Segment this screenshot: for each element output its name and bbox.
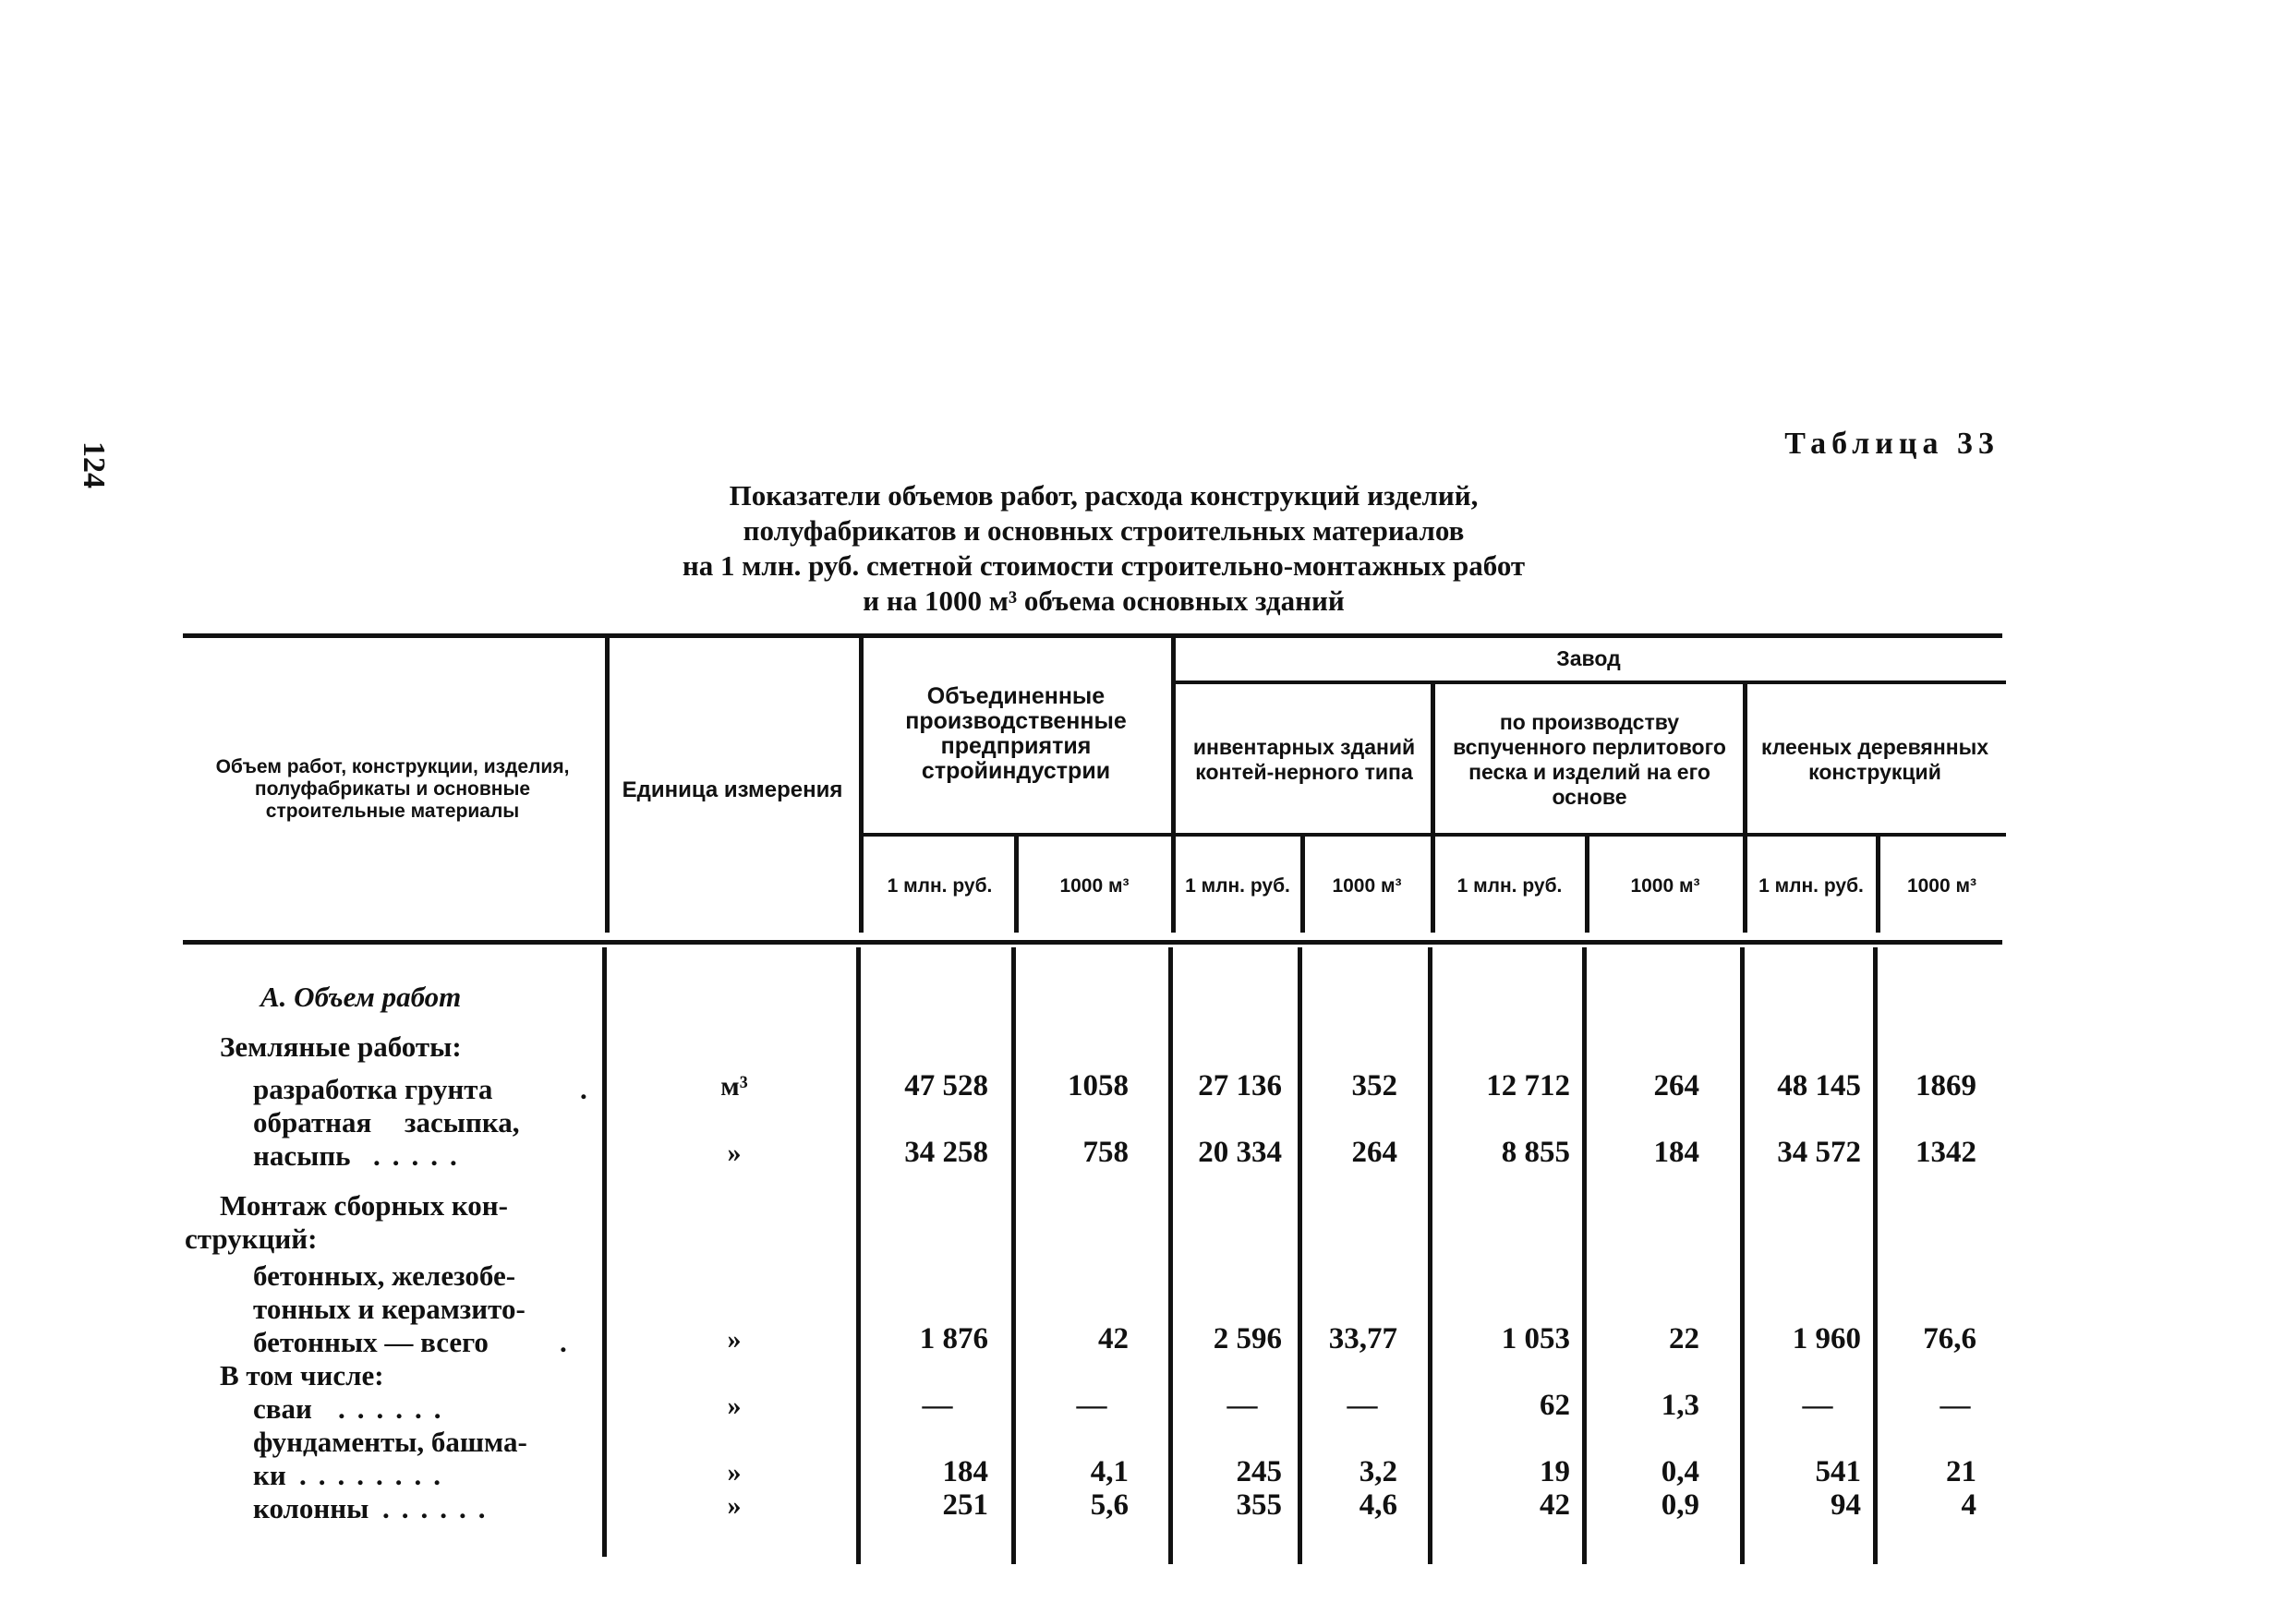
col-rule bbox=[1431, 684, 1435, 933]
unit-cell: » bbox=[727, 1457, 742, 1488]
header-group4: клееных деревянных конструкций bbox=[1760, 734, 1989, 784]
subheader-1000: 1000 м³ bbox=[1332, 875, 1402, 897]
table-cell: — bbox=[1940, 1389, 1971, 1422]
title-line: и на 1000 м³ объема основных зданий bbox=[863, 584, 1345, 617]
header-group3: по производству вспученного перлитового песка и изделий на его основе bbox=[1453, 709, 1726, 809]
unit-cell: » bbox=[727, 1391, 742, 1421]
title-line: полуфабрикатов и основных строительных материалов bbox=[743, 514, 1465, 547]
table-cell: 3,2 bbox=[1359, 1455, 1397, 1488]
table-cell: 4,6 bbox=[1359, 1488, 1397, 1522]
table-cell: 352 bbox=[1351, 1069, 1397, 1102]
table-cell: 758 bbox=[1082, 1136, 1129, 1169]
table-cell: — bbox=[1802, 1389, 1833, 1422]
table-cell: 184 bbox=[942, 1455, 988, 1488]
subheader-mln: 1 млн. руб. bbox=[1456, 875, 1563, 897]
section-heading: А. Объем работ bbox=[260, 981, 462, 1013]
table-cell: 2 596 bbox=[1213, 1322, 1282, 1355]
table-cell: — bbox=[1076, 1389, 1107, 1422]
table-cell: 47 528 bbox=[904, 1069, 988, 1102]
header-zavod: Завод bbox=[1556, 646, 1621, 670]
table-cell: 20 334 bbox=[1198, 1136, 1282, 1169]
table-cell: 541 bbox=[1815, 1455, 1861, 1488]
table-cell: 1342 bbox=[1915, 1136, 1976, 1169]
col-rule bbox=[1743, 684, 1747, 933]
row-label: колонны ...... bbox=[253, 1492, 498, 1524]
header-group2: инвентарных зданий контей-нерного типа bbox=[1192, 734, 1416, 784]
header-stub: Объем работ, конструкции, изделия, полуфабрикаты и основные строительные материалы bbox=[215, 756, 570, 822]
row-label: обратная засыпка, bbox=[253, 1106, 520, 1138]
table-cell: 245 bbox=[1236, 1455, 1282, 1488]
col-rule bbox=[1876, 837, 1880, 933]
col-rule bbox=[1300, 837, 1305, 933]
table-cell: 264 bbox=[1351, 1136, 1397, 1169]
table-cell: 62 bbox=[1540, 1389, 1570, 1422]
row-label: бетонных — всего . bbox=[253, 1326, 567, 1358]
table-cell: 1,3 bbox=[1661, 1389, 1699, 1422]
table-title bbox=[517, 478, 1690, 619]
header-group1: Объединенные производственные предприятия стройиндустрии bbox=[905, 683, 1127, 784]
group-heading: В том числе: bbox=[220, 1359, 384, 1391]
table-cell: 264 bbox=[1653, 1069, 1699, 1102]
header-bottom-rule bbox=[183, 940, 2002, 945]
row-label: тонных и керамзито- bbox=[253, 1293, 526, 1325]
row-label: сваи ...... bbox=[253, 1392, 453, 1425]
zavod-rule bbox=[1175, 681, 2006, 684]
table-cell: 1 053 bbox=[1501, 1322, 1570, 1355]
title-line: Показатели объемов работ, расхода конструкций изделий, bbox=[729, 479, 1479, 512]
subheader-mln: 1 млн. руб. bbox=[1758, 875, 1864, 897]
table-cell: 42 bbox=[1540, 1488, 1570, 1522]
table-cell: — bbox=[922, 1389, 953, 1422]
table-cell: 48 145 bbox=[1777, 1069, 1861, 1102]
table-cell: 8 855 bbox=[1501, 1136, 1570, 1169]
row-label: фундаменты, башма- bbox=[253, 1426, 527, 1458]
header-unit: Единица измерения bbox=[622, 777, 843, 802]
col-rule bbox=[1014, 837, 1019, 933]
table-cell: — bbox=[1347, 1389, 1378, 1422]
table-cell: 1869 bbox=[1915, 1069, 1976, 1102]
unit-cell: м³ bbox=[720, 1071, 748, 1102]
subheader-mln: 1 млн. руб. bbox=[1185, 875, 1290, 897]
table-cell: 0,4 bbox=[1661, 1455, 1699, 1488]
table-cell: 1 876 bbox=[919, 1322, 988, 1355]
table-cell: 34 572 bbox=[1777, 1136, 1861, 1169]
table-cell: 19 bbox=[1540, 1455, 1570, 1488]
subheader-mln: 1 млн. руб. bbox=[887, 875, 993, 897]
table-cell: 0,9 bbox=[1661, 1488, 1699, 1522]
unit-cell: » bbox=[727, 1138, 742, 1168]
row-label: бетонных, железобе- bbox=[253, 1259, 516, 1292]
group-heading: струкций: bbox=[185, 1223, 318, 1255]
table-cell: 76,6 bbox=[1923, 1322, 1976, 1355]
group-heading: Монтаж сборных кон- bbox=[220, 1189, 508, 1222]
row-label: ки ........ bbox=[253, 1459, 453, 1491]
col-rule bbox=[605, 637, 610, 933]
col-rule bbox=[859, 637, 864, 933]
table-cell: 21 bbox=[1946, 1455, 1976, 1488]
table-cell: 251 bbox=[942, 1488, 988, 1522]
table-cell: 1058 bbox=[1068, 1069, 1129, 1102]
table-cell: 42 bbox=[1098, 1322, 1129, 1355]
row-label: насыпь ..... bbox=[253, 1139, 469, 1172]
unit-cell: » bbox=[727, 1324, 742, 1355]
table-cell: 94 bbox=[1831, 1488, 1861, 1522]
table-cell: 22 bbox=[1669, 1322, 1699, 1355]
table-number: Таблица 33 bbox=[1784, 427, 2000, 461]
table-cell: 5,6 bbox=[1090, 1488, 1129, 1522]
unit-cell: » bbox=[727, 1490, 742, 1521]
col-rule bbox=[1171, 637, 1176, 933]
table-cell: 12 712 bbox=[1486, 1069, 1570, 1102]
table-cell: 4 bbox=[1961, 1488, 1976, 1522]
group-heading: Земляные работы: bbox=[220, 1030, 462, 1063]
table-cell: — bbox=[1227, 1389, 1258, 1422]
row-label: разработка грунта . bbox=[253, 1073, 587, 1105]
table-cell: 355 bbox=[1236, 1488, 1282, 1522]
subheader-1000: 1000 м³ bbox=[1906, 875, 1977, 897]
subheader-1000: 1000 м³ bbox=[1059, 875, 1130, 897]
table-cell: 1 960 bbox=[1792, 1322, 1861, 1355]
table-cell: 34 258 bbox=[904, 1136, 988, 1169]
table-cell: 184 bbox=[1653, 1136, 1699, 1169]
title-line: на 1 млн. руб. сметной стоимости строительно-монтажных работ bbox=[682, 549, 1526, 582]
table-cell: 33,77 bbox=[1328, 1322, 1397, 1355]
subheader-1000: 1000 м³ bbox=[1630, 875, 1700, 897]
table-cell: 27 136 bbox=[1198, 1069, 1282, 1102]
page-number: 124 bbox=[77, 441, 111, 488]
table-cell: 4,1 bbox=[1090, 1455, 1129, 1488]
col-rule bbox=[1585, 837, 1589, 933]
col-rule bbox=[602, 947, 607, 1557]
